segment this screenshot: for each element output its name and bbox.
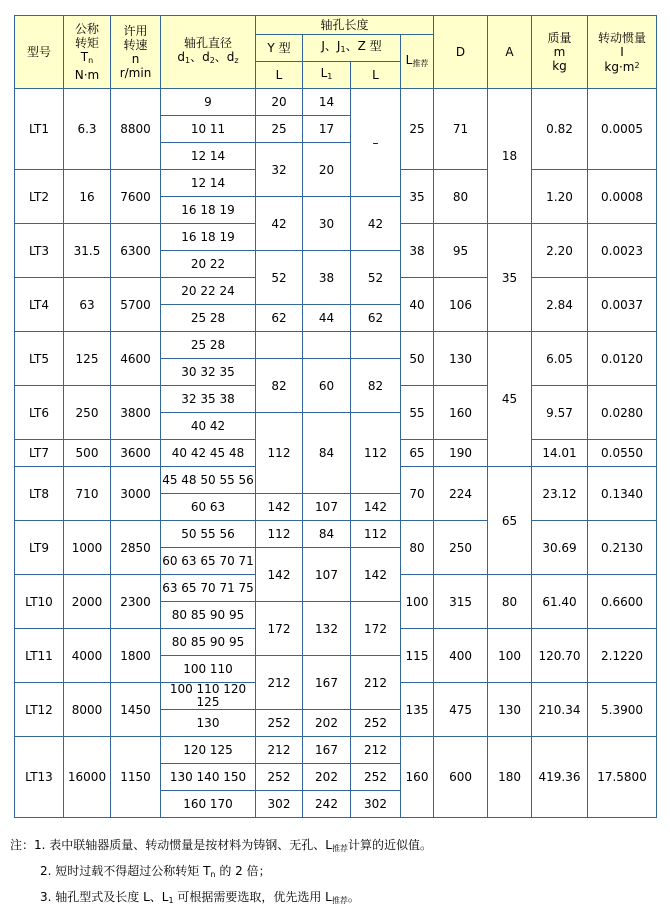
bore-diameter-cell: 40 42 <box>161 413 256 440</box>
z-length-cell: 42 <box>351 197 401 251</box>
y-length-cell: 20 <box>256 89 303 116</box>
d-diameter-cell: 475 <box>434 683 488 737</box>
speed-cell: 6300 <box>111 224 161 278</box>
inertia-cell: 0.0023 <box>588 224 657 278</box>
bore-diameter-cell: 63 65 70 71 75 <box>161 575 256 602</box>
bore-diameter-cell: 130 <box>161 710 256 737</box>
model-cell: LT3 <box>15 224 64 278</box>
y-length-cell: 252 <box>256 710 303 737</box>
header-jjz-type: J、$J_1$、Z 型 <box>303 35 401 62</box>
bore-diameter-cell: 16 18 19 <box>161 224 256 251</box>
speed-cell: 5700 <box>111 278 161 332</box>
a-dimension-cell: 18 <box>488 89 532 224</box>
l-recommended-cell: 65 <box>401 440 434 467</box>
torque-cell: 500 <box>64 440 111 467</box>
y-length-cell: 142 <box>256 494 303 521</box>
d-diameter-cell: 315 <box>434 575 488 629</box>
a-dimension-cell: 65 <box>488 467 532 575</box>
l1-length-cell: 202 <box>303 710 351 737</box>
l1-length-cell: 84 <box>303 521 351 548</box>
d-diameter-cell: 106 <box>434 278 488 332</box>
model-cell: LT8 <box>15 467 64 521</box>
torque-cell: 63 <box>64 278 111 332</box>
inertia-cell: 0.0005 <box>588 89 657 170</box>
l1-length-cell: 30 <box>303 197 351 251</box>
speed-cell: 7600 <box>111 170 161 224</box>
model-cell: LT11 <box>15 629 64 683</box>
z-length-cell: 212 <box>351 656 401 710</box>
bore-diameter-cell: 160 170 <box>161 791 256 818</box>
z-length-dash-cell: – <box>351 89 401 197</box>
d-diameter-cell: 160 <box>434 386 488 440</box>
l-recommended-cell: 55 <box>401 386 434 440</box>
header-bore-length: 轴孔长度 <box>256 16 434 35</box>
d-diameter-cell: 130 <box>434 332 488 386</box>
inertia-cell: 0.2130 <box>588 521 657 575</box>
mass-cell: 2.20 <box>532 224 588 278</box>
bore-diameter-cell: 60 63 65 70 71 <box>161 548 256 575</box>
table-row <box>15 89 657 116</box>
l1-length-cell: 107 <box>303 494 351 521</box>
bore-diameter-cell: 16 18 19 <box>161 197 256 224</box>
header-inertia: 转动惯量 I $kg\cdot m^2$ <box>588 16 657 89</box>
header-mass: 质量 m kg <box>532 16 588 89</box>
speed-cell: 8800 <box>111 89 161 170</box>
inertia-cell: 2.1220 <box>588 629 657 683</box>
mass-cell: 2.84 <box>532 278 588 332</box>
mass-cell: 23.12 <box>532 467 588 521</box>
model-cell: LT4 <box>15 278 64 332</box>
l1-length-cell: 20 <box>303 143 351 197</box>
mass-cell: 9.57 <box>532 386 588 440</box>
bore-diameter-cell: 9 <box>161 89 256 116</box>
z-length-cell: 142 <box>351 548 401 602</box>
bore-diameter-cell: 60 63 <box>161 494 256 521</box>
z-length-cell: 252 <box>351 764 401 791</box>
model-cell: LT2 <box>15 170 64 224</box>
bore-diameter-cell: 30 32 35 <box>161 359 256 386</box>
inertia-cell: 0.0120 <box>588 332 657 386</box>
z-length-cell: 62 <box>351 305 401 332</box>
speed-cell: 3600 <box>111 440 161 467</box>
z-length-cell: 112 <box>351 521 401 548</box>
model-cell: LT9 <box>15 521 64 575</box>
a-dimension-cell: 180 <box>488 737 532 818</box>
mass-cell: 61.40 <box>532 575 588 629</box>
note-3-text: 3. 轴孔型式及长度 L、$L_1$ 可根据需要选取，优先选用 $L_{推荐}$。 <box>40 890 360 905</box>
model-cell: LT1 <box>15 89 64 170</box>
inertia-cell: 5.3900 <box>588 683 657 737</box>
l-recommended-cell: 160 <box>401 737 434 818</box>
inertia-cell: 0.6600 <box>588 575 657 629</box>
torque-cell: 1000 <box>64 521 111 575</box>
y-length-cell: 172 <box>256 602 303 656</box>
header-torque: 公称 转矩 $T_n$ N·m <box>64 16 111 89</box>
y-length-cell: 52 <box>256 251 303 305</box>
notes <box>10 834 670 912</box>
header-speed: 许用 转速 n r/min <box>111 16 161 89</box>
l-recommended-cell: 35 <box>401 170 434 224</box>
l1-length-cell: 14 <box>303 89 351 116</box>
a-dimension-cell: 130 <box>488 683 532 737</box>
bore-diameter-cell: 45 48 50 55 56 <box>161 467 256 494</box>
y-length-cell: 62 <box>256 305 303 332</box>
bore-diameter-cell: 120 125 <box>161 737 256 764</box>
torque-cell: 2000 <box>64 575 111 629</box>
l-recommended-cell: 115 <box>401 629 434 683</box>
torque-cell: 710 <box>64 467 111 521</box>
y-length-cell: 112 <box>256 413 303 494</box>
z-length-cell: 112 <box>351 413 401 494</box>
torque-cell: 31.5 <box>64 224 111 278</box>
bore-diameter-cell: 12 14 <box>161 143 256 170</box>
inertia-cell: 0.0008 <box>588 170 657 224</box>
coupling-spec-page <box>0 15 670 921</box>
y-length-cell: 142 <box>256 548 303 602</box>
header-L-recommended: $L_{推荐}$ <box>401 35 434 89</box>
a-dimension-cell: 45 <box>488 332 532 467</box>
note-2-text: 2. 短时过载不得超过公称转矩 $T_n$ 的 2 倍； <box>40 864 271 879</box>
l1-length-cell: 84 <box>303 413 351 494</box>
bore-diameter-cell: 100 110 120 125 <box>161 683 256 710</box>
notes-prefix: 注： <box>10 838 35 852</box>
inertia-cell: 0.0037 <box>588 278 657 332</box>
header-y-type: Y 型 <box>256 35 303 62</box>
speed-cell: 2850 <box>111 521 161 575</box>
bore-diameter-cell: 80 85 90 95 <box>161 602 256 629</box>
header-col-L-z: L <box>351 62 401 89</box>
bore-diameter-cell: 130 140 150 <box>161 764 256 791</box>
speed-cell: 3800 <box>111 386 161 440</box>
l-recommended-cell: 80 <box>401 521 434 575</box>
bore-diameter-cell: 32 35 38 <box>161 386 256 413</box>
mass-cell: 210.34 <box>532 683 588 737</box>
a-dimension-cell: 100 <box>488 629 532 683</box>
model-cell: LT5 <box>15 332 64 386</box>
inertia-cell: 17.5800 <box>588 737 657 818</box>
torque-cell: 250 <box>64 386 111 440</box>
l1-length-cell <box>303 332 351 359</box>
a-dimension-cell: 35 <box>488 224 532 332</box>
l-recommended-cell: 50 <box>401 332 434 386</box>
l-recommended-cell: 70 <box>401 467 434 521</box>
mass-cell: 1.20 <box>532 170 588 224</box>
speed-cell: 1800 <box>111 629 161 683</box>
torque-cell: 16000 <box>64 737 111 818</box>
z-length-cell: 212 <box>351 737 401 764</box>
bore-diameter-cell: 10 11 <box>161 116 256 143</box>
l1-length-cell: 132 <box>303 602 351 656</box>
a-dimension-cell: 80 <box>488 575 532 629</box>
note-line-2 <box>10 860 670 886</box>
z-length-cell: 252 <box>351 710 401 737</box>
l-recommended-cell: 135 <box>401 683 434 737</box>
model-cell: LT12 <box>15 683 64 737</box>
y-length-cell: 252 <box>256 764 303 791</box>
y-length-cell: 42 <box>256 197 303 251</box>
mass-cell: 419.36 <box>532 737 588 818</box>
model-cell: LT7 <box>15 440 64 467</box>
speed-cell: 1450 <box>111 683 161 737</box>
mass-cell: 30.69 <box>532 521 588 575</box>
table-row <box>15 737 657 764</box>
d-diameter-cell: 71 <box>434 89 488 170</box>
mass-cell: 0.82 <box>532 89 588 170</box>
d-diameter-cell: 600 <box>434 737 488 818</box>
table-row <box>15 332 657 359</box>
inertia-cell: 0.0550 <box>588 440 657 467</box>
bore-diameter-cell: 25 28 <box>161 332 256 359</box>
header-model: 型号 <box>15 16 64 89</box>
mass-cell: 14.01 <box>532 440 588 467</box>
y-length-cell: 302 <box>256 791 303 818</box>
y-length-cell: 32 <box>256 143 303 197</box>
y-length-cell: 212 <box>256 656 303 710</box>
table-header <box>15 16 657 89</box>
mass-cell: 120.70 <box>532 629 588 683</box>
header-col-L1: $L_1$ <box>303 62 351 89</box>
l-recommended-cell: 40 <box>401 278 434 332</box>
l-recommended-cell: 100 <box>401 575 434 629</box>
coupling-spec-table <box>14 15 657 818</box>
speed-cell: 1150 <box>111 737 161 818</box>
z-length-cell: 172 <box>351 602 401 656</box>
bore-diameter-cell: 50 55 56 <box>161 521 256 548</box>
header-bore-diameter: 轴孔直径 $d_1$、$d_2$、$d_z$ <box>161 16 256 89</box>
model-cell: LT6 <box>15 386 64 440</box>
l-recommended-cell: 38 <box>401 224 434 278</box>
model-cell: LT10 <box>15 575 64 629</box>
z-length-cell <box>351 332 401 359</box>
l-recommended-cell: 25 <box>401 89 434 170</box>
mass-cell: 6.05 <box>532 332 588 386</box>
d-diameter-cell: 95 <box>434 224 488 278</box>
note-line-1 <box>10 834 670 860</box>
model-cell: LT13 <box>15 737 64 818</box>
speed-cell: 3000 <box>111 467 161 521</box>
d-diameter-cell: 250 <box>434 521 488 575</box>
bore-diameter-cell: 100 110 <box>161 656 256 683</box>
note-line-3 <box>10 886 670 912</box>
z-length-cell: 302 <box>351 791 401 818</box>
table-body <box>15 89 657 818</box>
y-length-cell: 25 <box>256 116 303 143</box>
l1-length-cell: 17 <box>303 116 351 143</box>
torque-cell: 6.3 <box>64 89 111 170</box>
l1-length-cell: 60 <box>303 359 351 413</box>
d-diameter-cell: 400 <box>434 629 488 683</box>
bore-diameter-cell: 20 22 24 <box>161 278 256 305</box>
z-length-cell: 82 <box>351 359 401 413</box>
y-length-cell: 112 <box>256 521 303 548</box>
header-D: D <box>434 16 488 89</box>
table-row <box>15 521 657 548</box>
l1-length-cell: 242 <box>303 791 351 818</box>
y-length-cell: 212 <box>256 737 303 764</box>
inertia-cell: 0.0280 <box>588 386 657 440</box>
torque-cell: 4000 <box>64 629 111 683</box>
speed-cell: 2300 <box>111 575 161 629</box>
header-A: A <box>488 16 532 89</box>
torque-cell: 16 <box>64 170 111 224</box>
torque-cell: 125 <box>64 332 111 386</box>
bore-diameter-cell: 12 14 <box>161 170 256 197</box>
header-col-L: L <box>256 62 303 89</box>
d-diameter-cell: 224 <box>434 467 488 521</box>
l1-length-cell: 38 <box>303 251 351 305</box>
bore-diameter-cell: 25 28 <box>161 305 256 332</box>
bore-diameter-cell: 20 22 <box>161 251 256 278</box>
y-length-cell: 82 <box>256 359 303 413</box>
l1-length-cell: 44 <box>303 305 351 332</box>
d-diameter-cell: 190 <box>434 440 488 467</box>
torque-cell: 8000 <box>64 683 111 737</box>
bore-diameter-cell: 80 85 90 95 <box>161 629 256 656</box>
d-diameter-cell: 80 <box>434 170 488 224</box>
y-length-cell <box>256 332 303 359</box>
l1-length-cell: 167 <box>303 656 351 710</box>
inertia-cell: 0.1340 <box>588 467 657 521</box>
note-1-text: 1. 表中联轴器质量、转动惯量是按材料为铸钢、无孔、$L_{推荐}$计算的近似值。 <box>34 838 432 853</box>
bore-diameter-cell: 40 42 45 48 <box>161 440 256 467</box>
l1-length-cell: 167 <box>303 737 351 764</box>
z-length-cell: 52 <box>351 251 401 305</box>
z-length-cell: 142 <box>351 494 401 521</box>
speed-cell: 4600 <box>111 332 161 386</box>
l1-length-cell: 202 <box>303 764 351 791</box>
l1-length-cell: 107 <box>303 548 351 602</box>
